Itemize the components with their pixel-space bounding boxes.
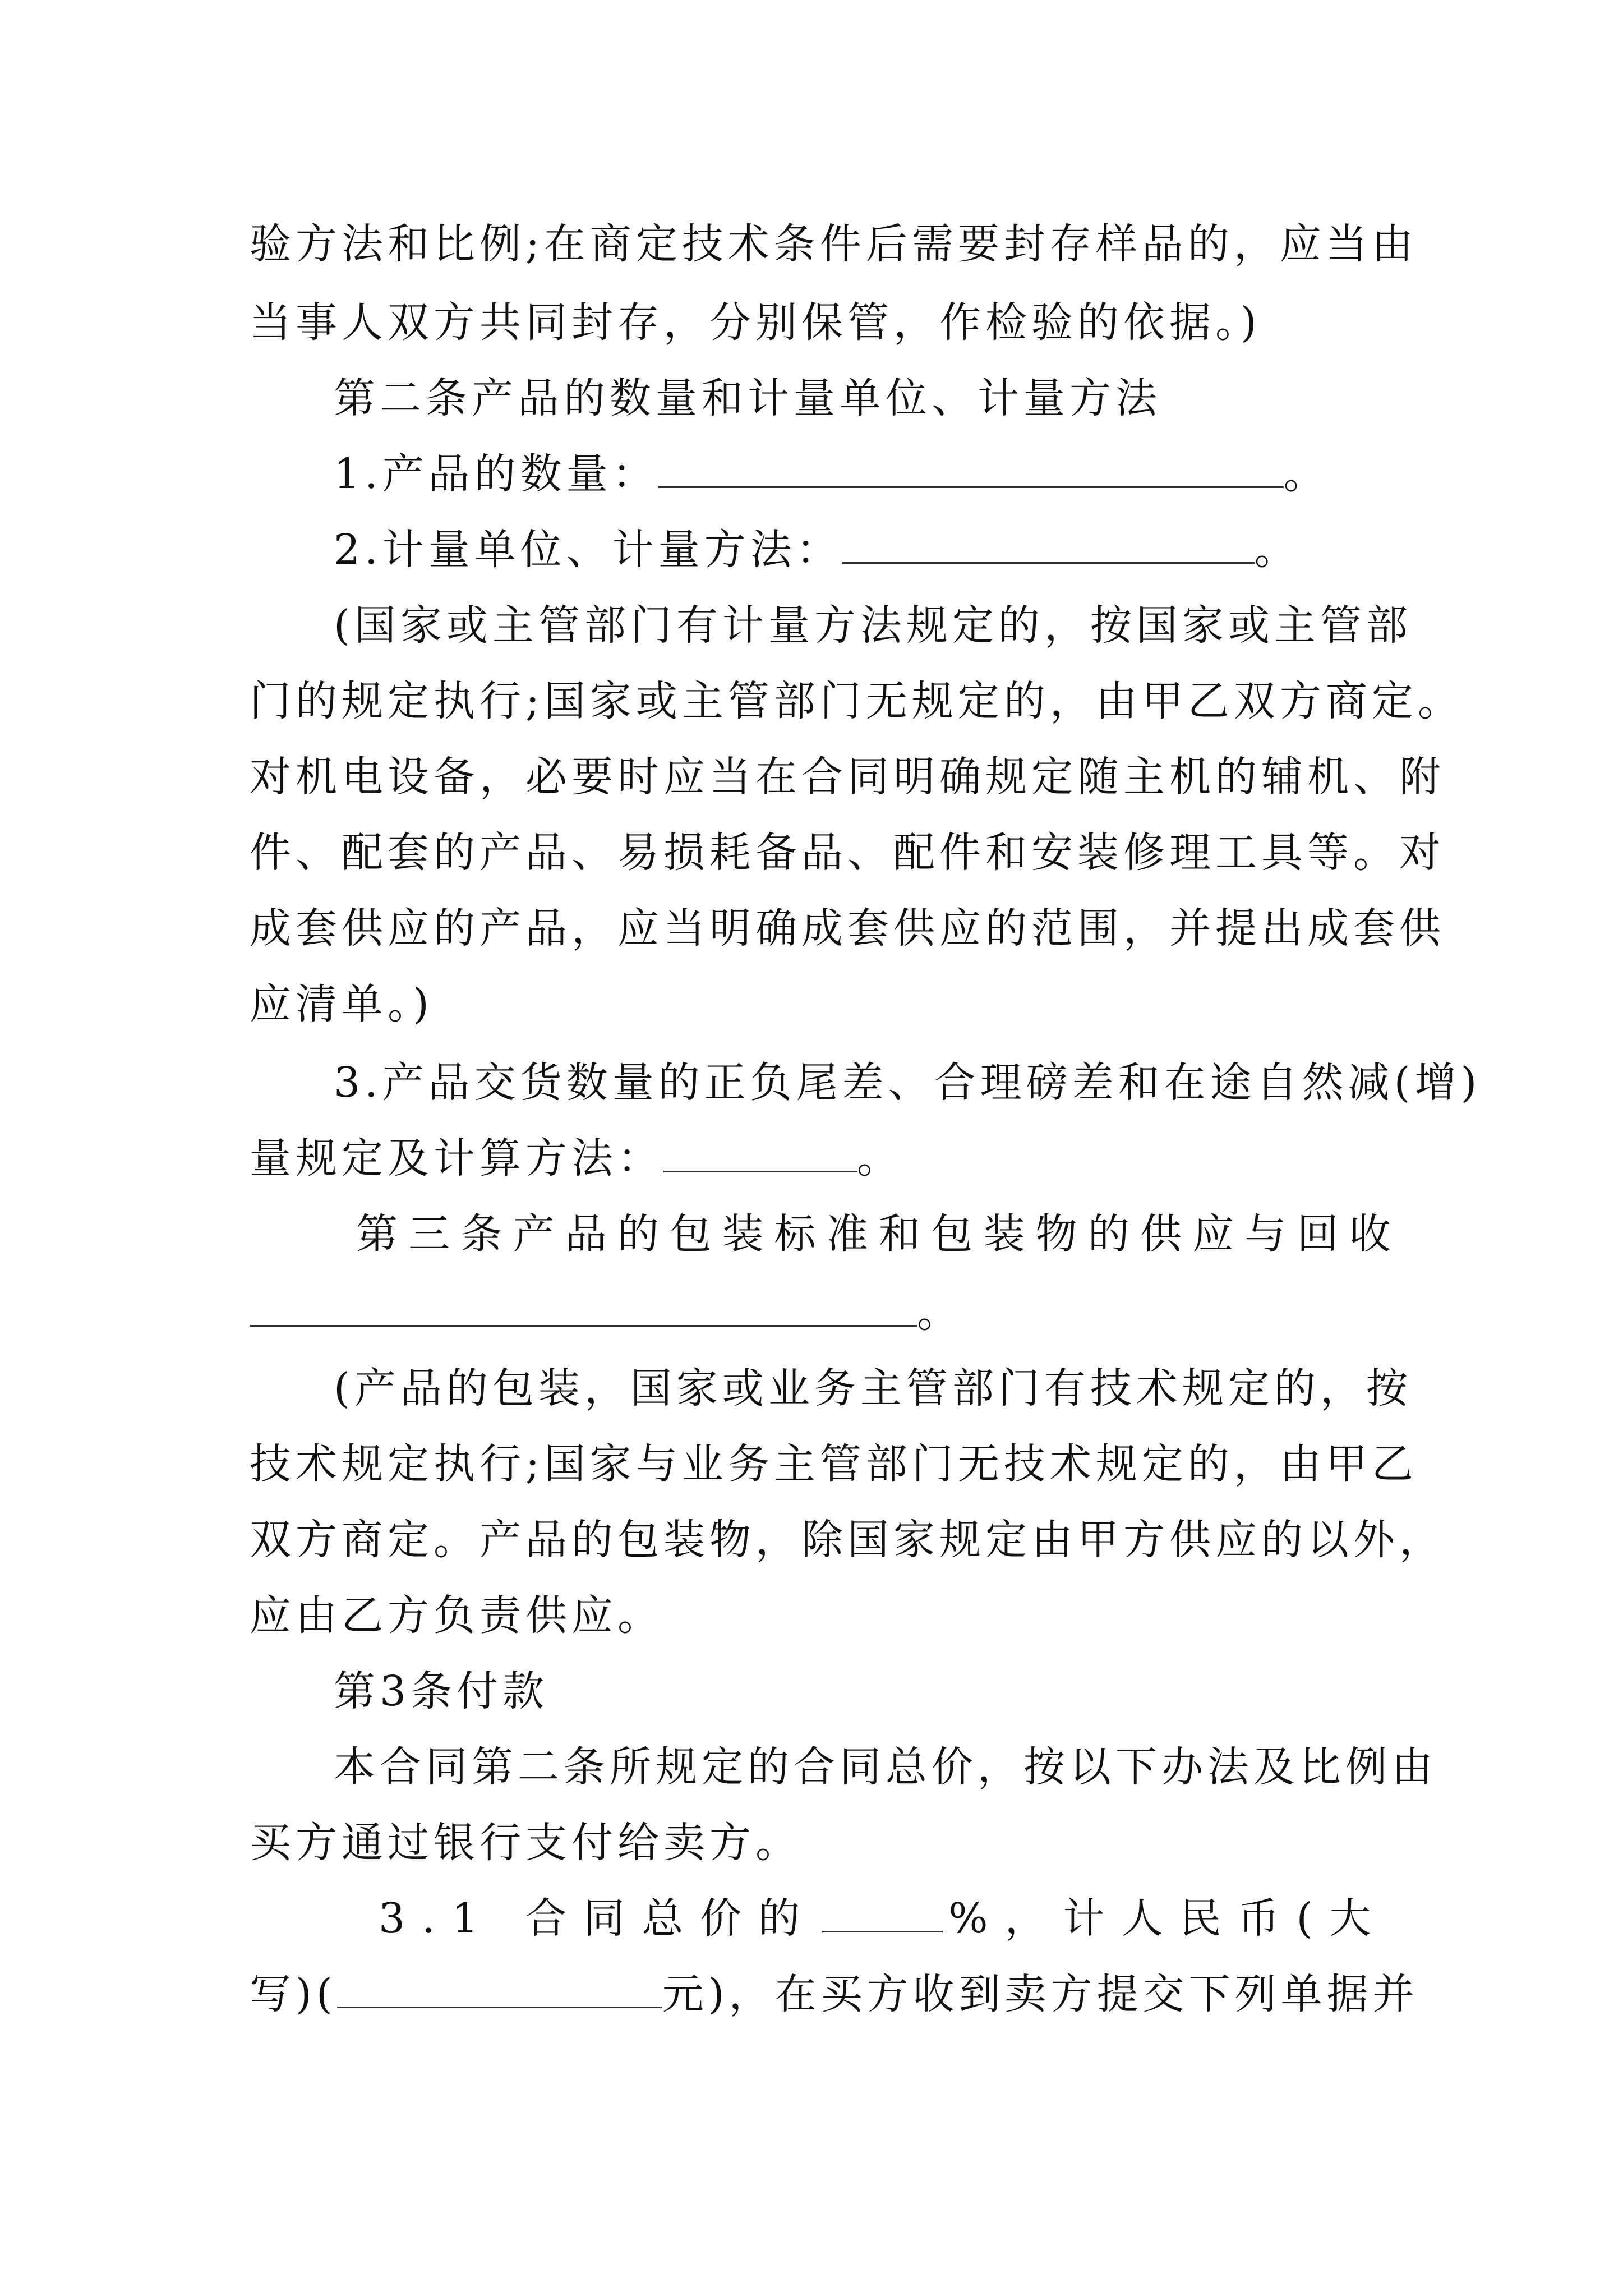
fill-blank: [658, 452, 1284, 488]
text-line: 当事人双方共同封存，分别保管，作检验的依据。): [250, 298, 1261, 347]
text-line: 买方通过银行支付给卖方。: [250, 1819, 801, 1867]
heading-char: 包: [931, 1210, 973, 1258]
heading-char: 包: [670, 1210, 712, 1258]
text-line: (产品的包装，国家或业务主管部门有技术规定的，按: [334, 1364, 1412, 1412]
text-line: 件、配套的产品、易损耗备品、配件和安装修理工具等。对: [250, 829, 1445, 877]
section-heading: 第二条产品的数量和计量单位、计量方法: [334, 374, 1161, 422]
text-line: [250, 1285, 1391, 1341]
punctuation: 。: [857, 1134, 903, 1182]
fill-blank: [842, 527, 1255, 564]
heading-char: 产: [513, 1210, 555, 1258]
text-line: [250, 1130, 1391, 1186]
heading-char: 的: [617, 1210, 660, 1258]
text-line: 成套供应的产品，应当明确成套供应的范围，并提出成套供: [250, 904, 1445, 953]
field-label: 2.计量单位、计量方法：: [334, 526, 842, 574]
punctuation: 。: [1283, 450, 1330, 498]
section-heading: [356, 1206, 1391, 1262]
field-label: 元)，在买方收到卖方提交下列单据并: [662, 1970, 1419, 2018]
text-line: 双方商定。产品的包装物，除国家规定由甲方供应的以外，: [250, 1516, 1445, 1564]
heading-char: 和: [879, 1210, 921, 1258]
fill-blank: [822, 1896, 943, 1932]
heading-char: 第: [356, 1210, 398, 1258]
heading-char: 回: [1297, 1210, 1339, 1258]
heading-char: 标: [774, 1210, 816, 1258]
text-line: 验方法和比例;在商定技术条件后需要封存样品的，应当由: [250, 220, 1418, 268]
heading-char: 三: [408, 1210, 450, 1258]
text-line: 门的规定执行;国家或主管部门无规定的，由甲乙双方商定。: [250, 677, 1464, 725]
field-label: 量规定及计算方法：: [250, 1134, 663, 1182]
field-label: 1.产品的数量：: [334, 450, 658, 498]
punctuation: 。: [1254, 526, 1301, 574]
heading-char: 的: [1087, 1210, 1129, 1258]
section-heading: 第3条付款: [334, 1667, 549, 1715]
field-label: %，计人民币(大: [948, 1894, 1388, 1943]
text-line: [250, 1966, 1419, 2022]
heading-char: 收: [1349, 1210, 1391, 1258]
heading-char: 与: [1244, 1210, 1287, 1258]
fill-blank: [337, 1972, 662, 2008]
text-line: [334, 522, 1475, 578]
heading-char: 准: [826, 1210, 868, 1258]
heading-text: [356, 1206, 1391, 1262]
heading-char: 装: [722, 1210, 764, 1258]
heading-char: 供: [1140, 1210, 1182, 1258]
text-line: 对机电设备，必要时应当在合同明确规定随主机的辅机、附: [250, 753, 1445, 801]
heading-char: 物: [1035, 1210, 1077, 1258]
field-label: 3.1 合同总价的: [379, 1894, 817, 1943]
heading-char: 装: [983, 1210, 1025, 1258]
text-line: 技术规定执行;国家与业务主管部门无技术规定的，由甲乙: [250, 1440, 1418, 1488]
heading-char: 应: [1192, 1210, 1234, 1258]
text-line: 本合同第二条所规定的合同总价，按以下办法及比例由: [334, 1743, 1437, 1791]
fill-blank: [250, 1290, 917, 1327]
text-line: [379, 1890, 1391, 1947]
field-label: 写)(: [250, 1970, 337, 2018]
punctuation: 。: [917, 1289, 963, 1337]
text-line: 3.产品交货数量的正负尾差、合理磅差和在途自然减(增): [334, 1059, 1482, 1107]
fill-blank: [663, 1136, 857, 1172]
text-line: (国家或主管部门有计量方法规定的，按国家或主管部: [334, 601, 1412, 650]
text-line: 应清单。): [250, 980, 434, 1028]
heading-char: 条: [460, 1210, 502, 1258]
text-line: [334, 446, 1475, 502]
text-line: 应由乙方负责供应。: [250, 1591, 663, 1640]
heading-char: 品: [565, 1210, 607, 1258]
